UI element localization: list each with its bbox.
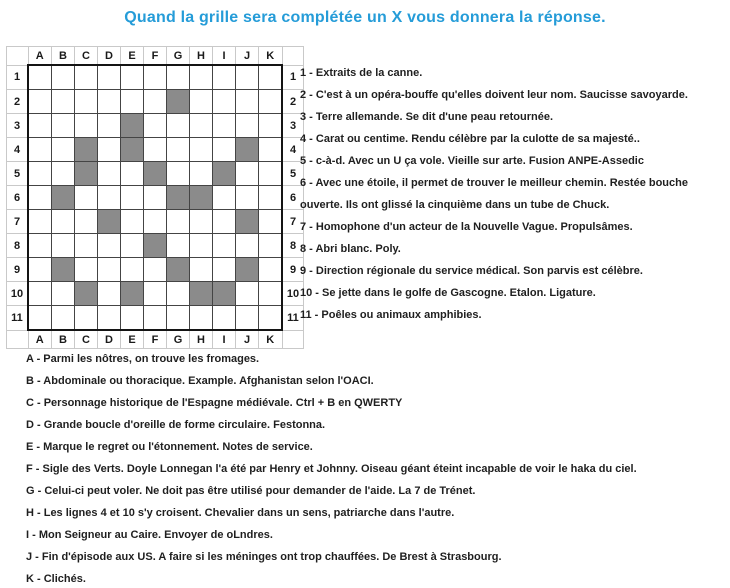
column-clue-7: H - Les lignes 4 et 10 s'y croisent. Chevalier dans un sens, patriarche dans l'autre. [26,507,455,519]
grid-cell-C4 [75,138,98,162]
column-clue-4: E - Marque le regret ou l'étonnement. Notes de service. [26,441,313,453]
grid-cell-G11[interactable] [167,306,190,331]
col-header-D-top: D [98,47,121,66]
col-header-F-top: F [144,47,167,66]
column-clues-list [26,348,726,588]
row-header-10-right: 10 [282,282,304,306]
grid-cell-G10[interactable] [167,282,190,306]
grid-cell-F2[interactable] [144,90,167,114]
row-header-11-left: 11 [7,306,29,331]
grid-cell-D1[interactable] [98,65,121,90]
grid-cell-H10 [190,282,213,306]
column-clue-5: F - Sigle des Verts. Doyle Lonnegan l'a été par Henry et Johnny. Oiseau géant éteint incapable de voir le haka du ciel. [26,463,637,475]
grid-cell-G3[interactable] [167,114,190,138]
grid-cell-J11[interactable] [236,306,259,331]
row-header-2-right: 2 [282,90,304,114]
grid-cell-H1[interactable] [190,65,213,90]
grid-cell-E2[interactable] [121,90,144,114]
grid-cell-J6[interactable] [236,186,259,210]
grid-cell-J9 [236,258,259,282]
grid-cell-I2[interactable] [213,90,236,114]
grid-cell-A3[interactable] [28,114,52,138]
row-header-9-left: 9 [7,258,29,282]
grid-cell-A5[interactable] [28,162,52,186]
row-header-2-left: 2 [7,90,29,114]
grid-cell-B10[interactable] [52,282,75,306]
grid-cell-G8[interactable] [167,234,190,258]
grid-cell-D2[interactable] [98,90,121,114]
grid-cell-C1[interactable] [75,65,98,90]
grid-cell-E8[interactable] [121,234,144,258]
grid-cell-F9[interactable] [144,258,167,282]
grid-cell-D9[interactable] [98,258,121,282]
column-clue-6: G - Celui-ci peut voler. Ne doit pas être utilisé pour demander de l'aide. La 7 de Trénet. [26,485,476,497]
grid-cell-E3 [121,114,144,138]
grid-cell-I8[interactable] [213,234,236,258]
grid-cell-D5[interactable] [98,162,121,186]
row-header-7-right: 7 [282,210,304,234]
grid-cell-J5[interactable] [236,162,259,186]
grid-cell-F3[interactable] [144,114,167,138]
grid-cell-B6 [52,186,75,210]
row-header-5-right: 5 [282,162,304,186]
col-header-G-bottom: G [167,330,190,349]
grid-cell-C8[interactable] [75,234,98,258]
grid-cell-D11[interactable] [98,306,121,331]
row-header-8-left: 8 [7,234,29,258]
grid-cell-E1[interactable] [121,65,144,90]
column-clue-10: K - Clichés. [26,573,86,585]
row-clue-1: 2 - C'est à un opéra-bouffe qu'elles doivent leur nom. Saucisse savoyarde. [300,89,688,101]
grid-cell-A8[interactable] [28,234,52,258]
grid-cell-D6[interactable] [98,186,121,210]
row-clue-2: 3 - Terre allemande. Se dit d'une peau retournée. [300,111,554,123]
grid-cell-J10[interactable] [236,282,259,306]
grid-cell-E11[interactable] [121,306,144,331]
row-header-3-left: 3 [7,114,29,138]
grid-cell-H9[interactable] [190,258,213,282]
grid-cell-B7[interactable] [52,210,75,234]
grid-cell-C9[interactable] [75,258,98,282]
grid-cell-B4[interactable] [52,138,75,162]
grid-cell-F7[interactable] [144,210,167,234]
column-clue-0: A - Parmi les nôtres, on trouve les fromages. [26,353,260,365]
row-header-6-right: 6 [282,186,304,210]
row-header-4-right: 4 [282,138,304,162]
grid-cell-C11[interactable] [75,306,98,331]
row-clue-0: 1 - Extraits de la canne. [300,67,423,79]
grid-cell-H5[interactable] [190,162,213,186]
grid-cell-I6[interactable] [213,186,236,210]
grid-cell-J3[interactable] [236,114,259,138]
grid-cell-B8[interactable] [52,234,75,258]
grid-cell-A7[interactable] [28,210,52,234]
row-header-7-left: 7 [7,210,29,234]
grid-cell-H7[interactable] [190,210,213,234]
grid-cell-J1[interactable] [236,65,259,90]
grid-cell-C5 [75,162,98,186]
col-header-A-top: A [28,47,52,66]
row-clue-5: 6 - Avec une étoile, il permet de trouver le meilleur chemin. Restée bouche ouverte. Ils ont glissé la cinquième dans un tube de Chuck. [300,177,688,211]
col-header-I-top: I [213,47,236,66]
grid-cell-K2[interactable] [259,90,283,114]
col-header-J-bottom: J [236,330,259,349]
grid-cell-K11[interactable] [259,306,283,331]
row-header-3-right: 3 [282,114,304,138]
col-header-E-bottom: E [121,330,144,349]
row-clue-9: 10 - Se jette dans le golfe de Gascogne. Etalon. Ligature. [300,287,596,299]
crossword-table [6,46,304,349]
grid-cell-G7[interactable] [167,210,190,234]
col-header-C-bottom: C [75,330,98,349]
grid-cell-H6 [190,186,213,210]
col-header-A-bottom: A [28,330,52,349]
grid-cell-D4[interactable] [98,138,121,162]
grid-cell-G6 [167,186,190,210]
grid-cell-K4[interactable] [259,138,283,162]
grid-cell-I9[interactable] [213,258,236,282]
grid-cell-G1[interactable] [167,65,190,90]
grid-cell-F5 [144,162,167,186]
grid-cell-C6[interactable] [75,186,98,210]
grid-cell-I7[interactable] [213,210,236,234]
column-clue-9: J - Fin d'épisode aux US. A faire si les méninges ont trop chauffées. De Brest à Strasbourg. [26,551,502,563]
row-header-9-right: 9 [282,258,304,282]
grid-cell-K10[interactable] [259,282,283,306]
grid-cell-B5[interactable] [52,162,75,186]
grid-cell-B11[interactable] [52,306,75,331]
grid-cell-K5[interactable] [259,162,283,186]
grid-cell-B3[interactable] [52,114,75,138]
column-clue-3: D - Grande boucle d'oreille de forme circulaire. Festonna. [26,419,326,431]
row-clue-7: 8 - Abri blanc. Poly. [300,243,401,255]
grid-cell-A9[interactable] [28,258,52,282]
row-header-11-right: 11 [282,306,304,331]
grid-cell-I4[interactable] [213,138,236,162]
grid-corner-bottom-left [7,330,29,349]
grid-cell-K1[interactable] [259,65,283,90]
grid-cell-G9 [167,258,190,282]
grid-cell-I11[interactable] [213,306,236,331]
grid-cell-F11[interactable] [144,306,167,331]
grid-cell-E7[interactable] [121,210,144,234]
grid-cell-F1[interactable] [144,65,167,90]
col-header-F-bottom: F [144,330,167,349]
grid-cell-H3[interactable] [190,114,213,138]
col-header-D-bottom: D [98,330,121,349]
col-header-J-top: J [236,47,259,66]
grid-cell-E4 [121,138,144,162]
grid-cell-D8[interactable] [98,234,121,258]
grid-cell-J8[interactable] [236,234,259,258]
grid-cell-K8[interactable] [259,234,283,258]
row-clue-10: 11 - Poêles ou animaux amphibies. [300,309,482,321]
grid-cell-E6[interactable] [121,186,144,210]
grid-cell-A11[interactable] [28,306,52,331]
grid-cell-F6[interactable] [144,186,167,210]
grid-cell-G4[interactable] [167,138,190,162]
crossword-grid [6,46,304,349]
grid-cell-E5[interactable] [121,162,144,186]
row-clues-list [300,62,728,326]
grid-cell-K7[interactable] [259,210,283,234]
grid-corner-bottom-right [282,330,304,349]
col-header-G-top: G [167,47,190,66]
row-header-10-left: 10 [7,282,29,306]
row-clue-6: 7 - Homophone d'un acteur de la Nouvelle Vague. Propulsâmes. [300,221,633,233]
col-header-C-top: C [75,47,98,66]
grid-cell-K6[interactable] [259,186,283,210]
grid-cell-I3[interactable] [213,114,236,138]
col-header-I-bottom: I [213,330,236,349]
grid-cell-E10 [121,282,144,306]
grid-cell-J4 [236,138,259,162]
grid-cell-K3[interactable] [259,114,283,138]
grid-cell-D10[interactable] [98,282,121,306]
grid-cell-B9 [52,258,75,282]
col-header-E-top: E [121,47,144,66]
col-header-H-bottom: H [190,330,213,349]
grid-cell-E9[interactable] [121,258,144,282]
grid-cell-H4[interactable] [190,138,213,162]
row-header-4-left: 4 [7,138,29,162]
grid-cell-I5 [213,162,236,186]
grid-cell-A2[interactable] [28,90,52,114]
col-header-H-top: H [190,47,213,66]
grid-cell-D7 [98,210,121,234]
grid-cell-F8 [144,234,167,258]
grid-cell-K9[interactable] [259,258,283,282]
grid-cell-J2[interactable] [236,90,259,114]
page-title: Quand la grille sera complétée un X vous donnera la réponse. [124,9,606,26]
col-header-B-bottom: B [52,330,75,349]
grid-cell-C2[interactable] [75,90,98,114]
grid-cell-A4[interactable] [28,138,52,162]
column-clue-8: I - Mon Seigneur au Caire. Envoyer de oLndres. [26,529,273,541]
row-clue-8: 9 - Direction régionale du service médical. Son parvis est célèbre. [300,265,643,277]
grid-cell-H8[interactable] [190,234,213,258]
row-clue-3: 4 - Carat ou centime. Rendu célèbre par la culotte de sa majesté.. [300,133,640,145]
grid-cell-A6[interactable] [28,186,52,210]
col-header-K-bottom: K [259,330,283,349]
grid-cell-G2 [167,90,190,114]
grid-cell-C3[interactable] [75,114,98,138]
grid-cell-A10[interactable] [28,282,52,306]
grid-cell-G5[interactable] [167,162,190,186]
grid-corner-top-left [7,47,29,66]
grid-cell-B1[interactable] [52,65,75,90]
grid-cell-H11[interactable] [190,306,213,331]
grid-cell-F4[interactable] [144,138,167,162]
col-header-B-top: B [52,47,75,66]
row-header-5-left: 5 [7,162,29,186]
col-header-K-top: K [259,47,283,66]
grid-cell-B2[interactable] [52,90,75,114]
row-header-1-left: 1 [7,65,29,90]
grid-cell-I10 [213,282,236,306]
grid-cell-C7[interactable] [75,210,98,234]
grid-cell-I1[interactable] [213,65,236,90]
column-clue-2: C - Personnage historique de l'Espagne médiévale. Ctrl + B en QWERTY [26,397,403,409]
grid-cell-A1[interactable] [28,65,52,90]
row-header-6-left: 6 [7,186,29,210]
row-header-1-right: 1 [282,65,304,90]
grid-cell-D3[interactable] [98,114,121,138]
grid-cell-C10 [75,282,98,306]
column-clue-1: B - Abdominale ou thoracique. Example. Afghanistan selon l'OACI. [26,375,374,387]
grid-cell-F10[interactable] [144,282,167,306]
grid-cell-J7 [236,210,259,234]
row-clue-4: 5 - c-à-d. Avec un U ça vole. Vieille sur arte. Fusion ANPE-Assedic [300,155,644,167]
grid-cell-H2[interactable] [190,90,213,114]
row-header-8-right: 8 [282,234,304,258]
